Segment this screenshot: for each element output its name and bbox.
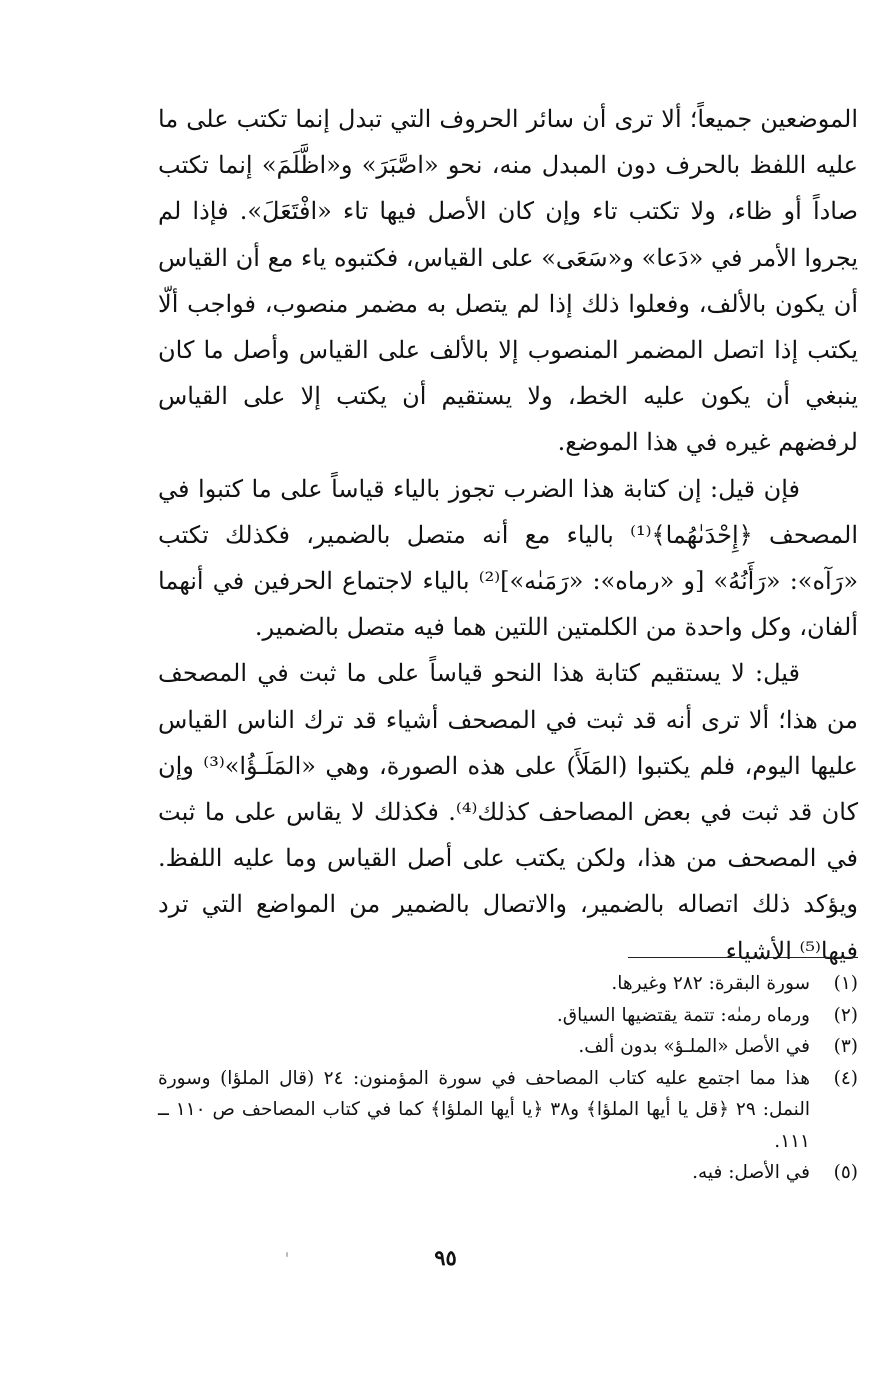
- footnote-separator: [628, 957, 858, 958]
- footnote-number: (٥): [833, 1162, 858, 1183]
- footnote-number: (٢): [833, 1004, 858, 1026]
- footnote-text: هذا مما اجتمع عليه كتاب المصاحف في سورة المؤمنون: ٢٤ (قال الملؤا) وسورة النمل: ٢٩ ﴿قل يا أيها الملؤا﴾ و٣٨ ﴿يا أيها الملؤا﴾ كما في كتاب المصاحف ص ١١٠ ــ ١١١.: [158, 1067, 811, 1152]
- footnote-2: [158, 1000, 858, 1032]
- paragraph-1: الموضعين جميعاً؛ ألا ترى أن سائر الحروف التي تبدل إنما تكتب على ما عليه اللفظ بالحرف دون المبدل منه، نحو «اصَّبَرَ» و«اظَّلَمَ» إنما تكتب صاداً أو ظاء، ولا تكتب تاء وإن كان الأصل فيها تاء «افْتَعَلَ». فإذا لم يجروا الأمر في «دَعا» و«سَعَى» على القياس، فكتبوه ياء مع أن القياس أن يكون بالألف، وفعلوا ذلك إذا لم يتصل به مضمر منصوب، فواجب ألّا يكتب إذا اتصل المضمر المنصوب إلا بالألف على القياس وأصل ما كان ينبغي أن يكون عليه الخط، ولا يستقيم أن يكتب إلا على القياس لرفضهم غيره في هذا الموضع.: [158, 105, 858, 457]
- footnote-text: في الأصل: فيه.: [692, 1162, 810, 1183]
- footnote-4: [158, 1063, 858, 1158]
- page-number: ٩٥: [434, 1245, 457, 1270]
- footnote-number: (٤): [833, 1067, 858, 1089]
- footnotes: [158, 968, 858, 1189]
- paragraph-2: فإن قيل: إن كتابة هذا الضرب تجوز بالياء قياساً على ما كتبوا في المصحف ﴿إِحْدَىٰهُما﴾⁽¹⁾ بالياء مع أنه متصل بالضمير، فكذلك تكتب «رَآه»: «رَأَنُهُ» [و «رماه»: «رَمَىٰه»]⁽²⁾ بالياء لاجتماع الحرفين في أنهما ألفان، وكل واحدة من الكلمتين اللتين هما فيه متصل بالضمير.: [158, 474, 858, 642]
- footnote-3: [158, 1031, 858, 1063]
- footnote-text: في الأصل «الملـؤ» بدون ألف.: [578, 1036, 810, 1057]
- footnote-text: سورة البقرة: ٢٨٢ وغيرها.: [611, 973, 810, 994]
- footnote-5: [158, 1157, 858, 1189]
- footnote-number: (١): [833, 973, 858, 994]
- main-text: [158, 96, 858, 974]
- footnote-number: (٣): [833, 1036, 858, 1057]
- footnote-1: [158, 968, 858, 1000]
- paragraph-3: قيل: لا يستقيم كتابة هذا النحو قياساً على ما ثبت في المصحف من هذا؛ ألا ترى أنه قد ثبت في المصحف أشياء قد ترك الناس القياس عليها اليوم، فلم يكتبوا (المَلَأَ) على هذه الصورة، وهي «المَلَـؤُا»⁽³⁾ وإن كان قد ثبت في بعض المصاحف كذلك⁽⁴⁾. فكذلك لا يقاس على ما ثبت في المصحف من هذا، ولكن يكتب على أصل القياس وما عليه اللفظ. ويؤكد ذلك اتصاله بالضمير، والاتصال بالضمير من المواضع التي ترد فيها⁽⁵⁾ الأشياء: [158, 659, 859, 965]
- footnote-text: ورماه رمىٰه: تتمة يقتضيها السياق.: [556, 1004, 810, 1026]
